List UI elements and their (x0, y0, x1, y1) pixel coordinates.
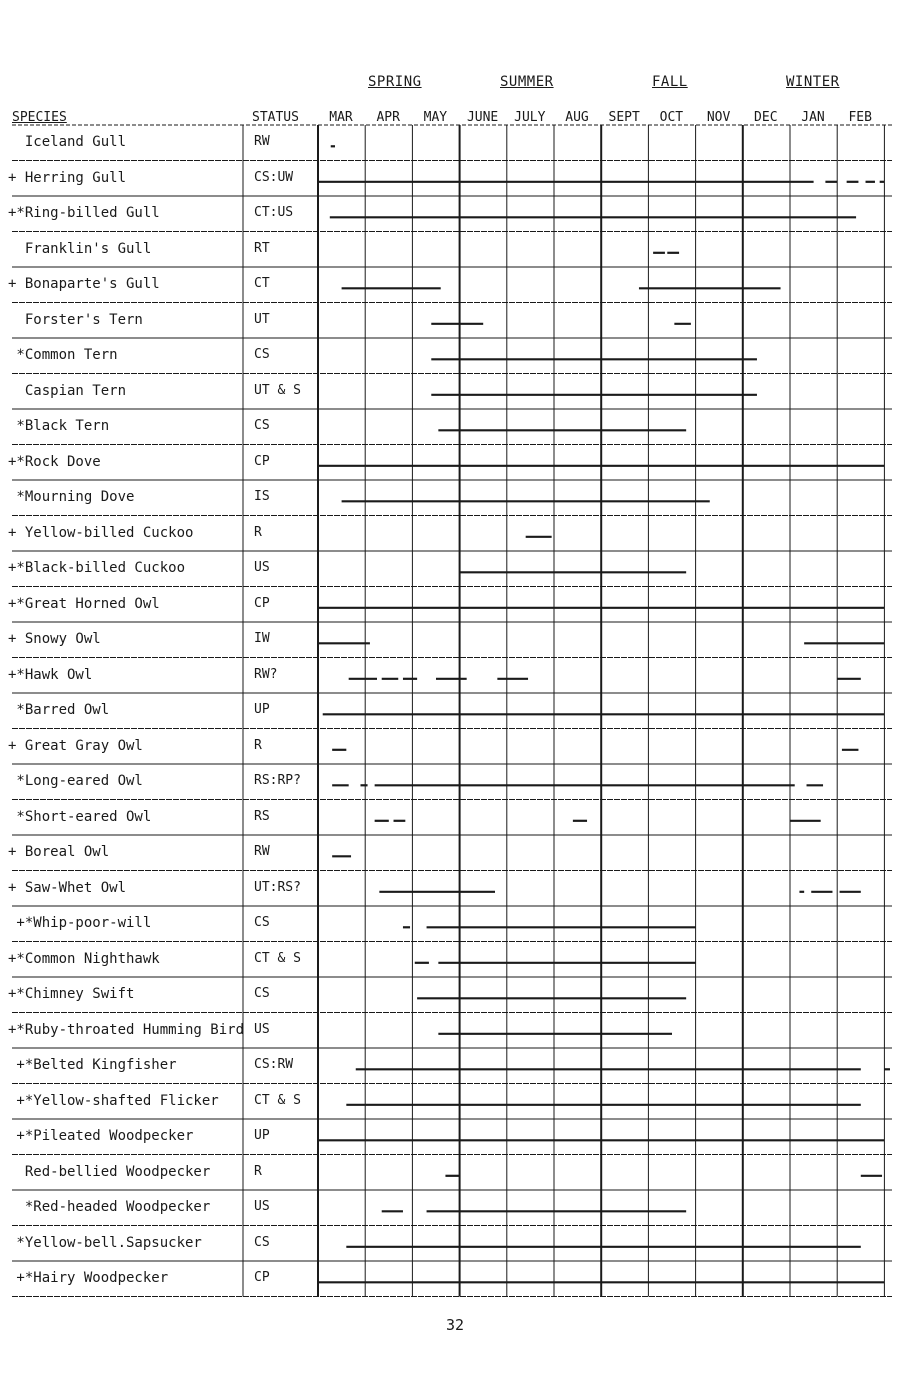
species-name: +*Rock Dove (8, 453, 101, 470)
species-name: + Herring Gull (8, 169, 127, 186)
species-name: Red-bellied Woodpecker (8, 1163, 211, 1180)
month-header-june: JUNE (466, 110, 499, 125)
status-code: IW (254, 631, 270, 646)
status-code: RW (254, 844, 270, 859)
species-name: + Saw-Whet Owl (8, 879, 127, 896)
season-summer: SUMMER (500, 74, 554, 90)
species-name: +*Yellow-shafted Flicker (8, 1092, 219, 1109)
month-header-mar: MAR (329, 110, 353, 125)
species-name: Forster's Tern (8, 311, 143, 328)
status-code: R (254, 524, 262, 540)
status-code: CS (254, 418, 270, 433)
season-winter: WINTER (786, 74, 840, 90)
status-code: UP (254, 1128, 270, 1143)
status-code: CS:RW (254, 1057, 294, 1072)
species-name: *Common Tern (8, 347, 118, 363)
month-header-feb: FEB (848, 110, 872, 125)
status-code: CT & S (254, 1092, 301, 1108)
species-name: +*Chimney Swift (8, 986, 135, 1002)
status-code: UP (254, 702, 270, 717)
species-name: +*Great Horned Owl (8, 595, 160, 612)
season-fall: FALL (652, 74, 688, 90)
season-spring: SPRING (368, 74, 422, 90)
species-name: +*Ruby-throated Humming Bird (8, 1021, 245, 1038)
species-column-header: SPECIES (12, 110, 67, 125)
status-code: RW? (254, 666, 278, 682)
status-code: RS:RP? (254, 773, 301, 788)
status-code: CP (254, 595, 270, 611)
status-code: US (254, 1021, 270, 1037)
status-code: CS (254, 915, 270, 930)
status-code: RS (254, 808, 270, 824)
status-code: US (254, 1199, 270, 1214)
status-code: IS (254, 489, 270, 504)
species-name: +*Belted Kingfisher (8, 1057, 177, 1073)
species-name: +*Pileated Woodpecker (8, 1128, 194, 1144)
species-name: +*Common Nighthawk (8, 950, 160, 967)
species-name: + Boreal Owl (8, 844, 110, 860)
species-name: *Long-eared Owl (8, 773, 143, 789)
month-header-apr: APR (376, 110, 400, 125)
species-name: +*Hawk Owl (8, 666, 93, 683)
species-name: *Yellow-bell.Sapsucker (8, 1234, 202, 1251)
species-name: +*Hairy Woodpecker (8, 1270, 169, 1286)
status-code: CS (254, 986, 270, 1001)
species-name: *Red-headed Woodpecker (8, 1199, 211, 1215)
status-code: UT:RS? (254, 879, 301, 895)
status-code: RW (254, 134, 270, 149)
month-header-oct: OCT (659, 110, 684, 125)
status-code: CT & S (254, 950, 301, 966)
species-name: *Short-eared Owl (8, 808, 152, 825)
species-name: *Black Tern (8, 418, 110, 434)
status-code: RT (254, 240, 270, 256)
month-header-aug: AUG (565, 110, 589, 125)
status-code: UT (254, 311, 270, 327)
species-name: + Snowy Owl (8, 631, 101, 647)
species-name: + Yellow-billed Cuckoo (8, 524, 194, 541)
status-code: CT:US (254, 205, 294, 220)
status-code: CP (254, 453, 270, 469)
status-code: CS (254, 1234, 270, 1250)
month-header-dec: DEC (754, 110, 778, 125)
status-code: R (254, 737, 262, 753)
status-code: CS:UW (254, 169, 294, 185)
month-header-july: JULY (514, 110, 546, 125)
status-code: CS (254, 347, 270, 362)
species-name: + Bonaparte's Gull (8, 276, 160, 292)
species-name: *Barred Owl (8, 702, 110, 718)
month-header-nov: NOV (706, 110, 731, 125)
species-name: Franklin's Gull (8, 240, 152, 257)
species-name: +*Ring-billed Gull (8, 205, 160, 221)
month-header-may: MAY (423, 110, 448, 125)
month-header-jan: JAN (801, 110, 825, 125)
species-name: +*Black-billed Cuckoo (8, 560, 186, 576)
month-header-sept: SEPT (608, 110, 640, 125)
status-code: UT & S (254, 382, 301, 398)
status-code: CT (254, 276, 270, 291)
status-code: US (254, 560, 270, 575)
species-name: + Great Gray Owl (8, 737, 143, 754)
species-name: Caspian Tern (8, 382, 127, 399)
species-name: +*Whip-poor-will (8, 915, 152, 931)
status-code: R (254, 1163, 262, 1179)
page-number: 32 (446, 1316, 465, 1334)
status-column-header: STATUS (252, 110, 299, 125)
species-name: *Mourning Dove (8, 489, 135, 505)
status-code: CP (254, 1270, 270, 1285)
species-name: Iceland Gull (8, 134, 127, 150)
